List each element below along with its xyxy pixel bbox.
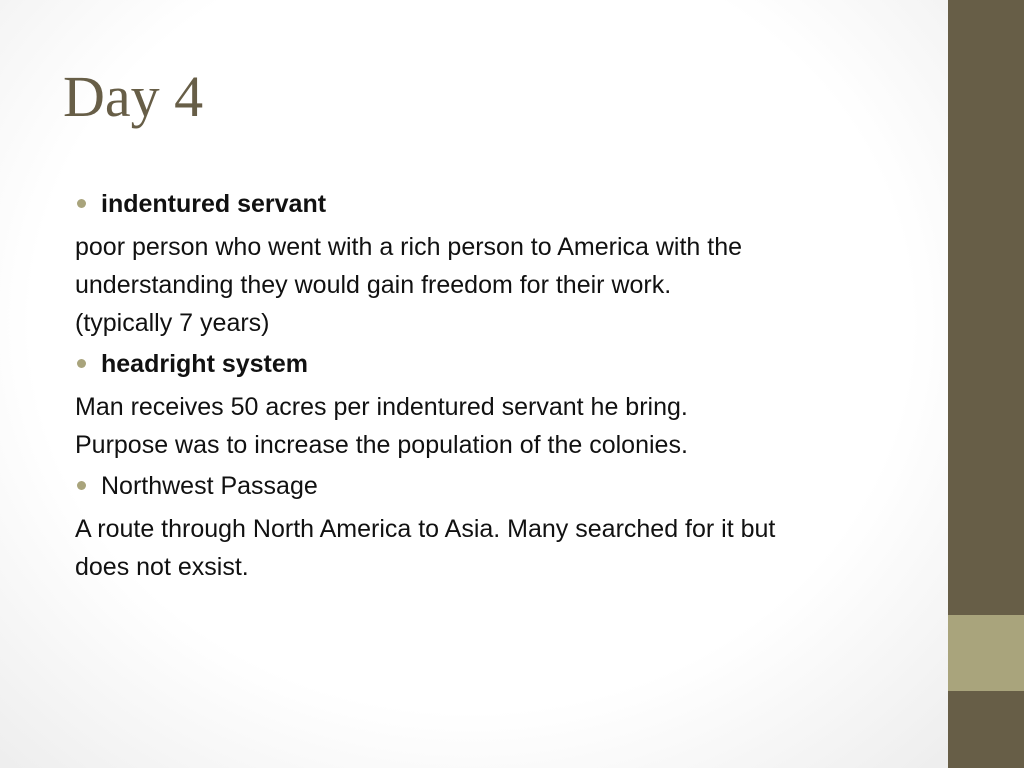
slide-title: Day 4 (63, 64, 204, 129)
definition-paragraph (75, 510, 935, 586)
definition-line: Man receives 50 acres per indentured servant he bring. (75, 393, 688, 421)
bullet-item (75, 346, 935, 382)
term-label: indentured servant (101, 190, 327, 218)
definition-line: understanding they would gain freedom for their work. (75, 271, 672, 299)
definition-line: Purpose was to increase the population of the colonies. (75, 431, 688, 459)
slide-body (75, 186, 935, 590)
definition-line: does not exsist. (75, 553, 249, 581)
bullet-item (75, 468, 935, 504)
bullet-item (75, 186, 935, 222)
term-label: Northwest Passage (101, 472, 318, 500)
definition-paragraph (75, 388, 935, 464)
term-label: headright system (101, 350, 309, 378)
bullet-dot-icon (77, 481, 86, 490)
definition-line: A route through North America to Asia. Many searched for it but (75, 515, 776, 543)
bullet-dot-icon (77, 359, 86, 368)
bullet-dot-icon (77, 199, 86, 208)
side-accent-square (948, 615, 1024, 691)
definition-line: poor person who went with a rich person to America with the (75, 233, 743, 261)
definition-paragraph (75, 228, 935, 342)
definition-line: (typically 7 years) (75, 309, 270, 337)
